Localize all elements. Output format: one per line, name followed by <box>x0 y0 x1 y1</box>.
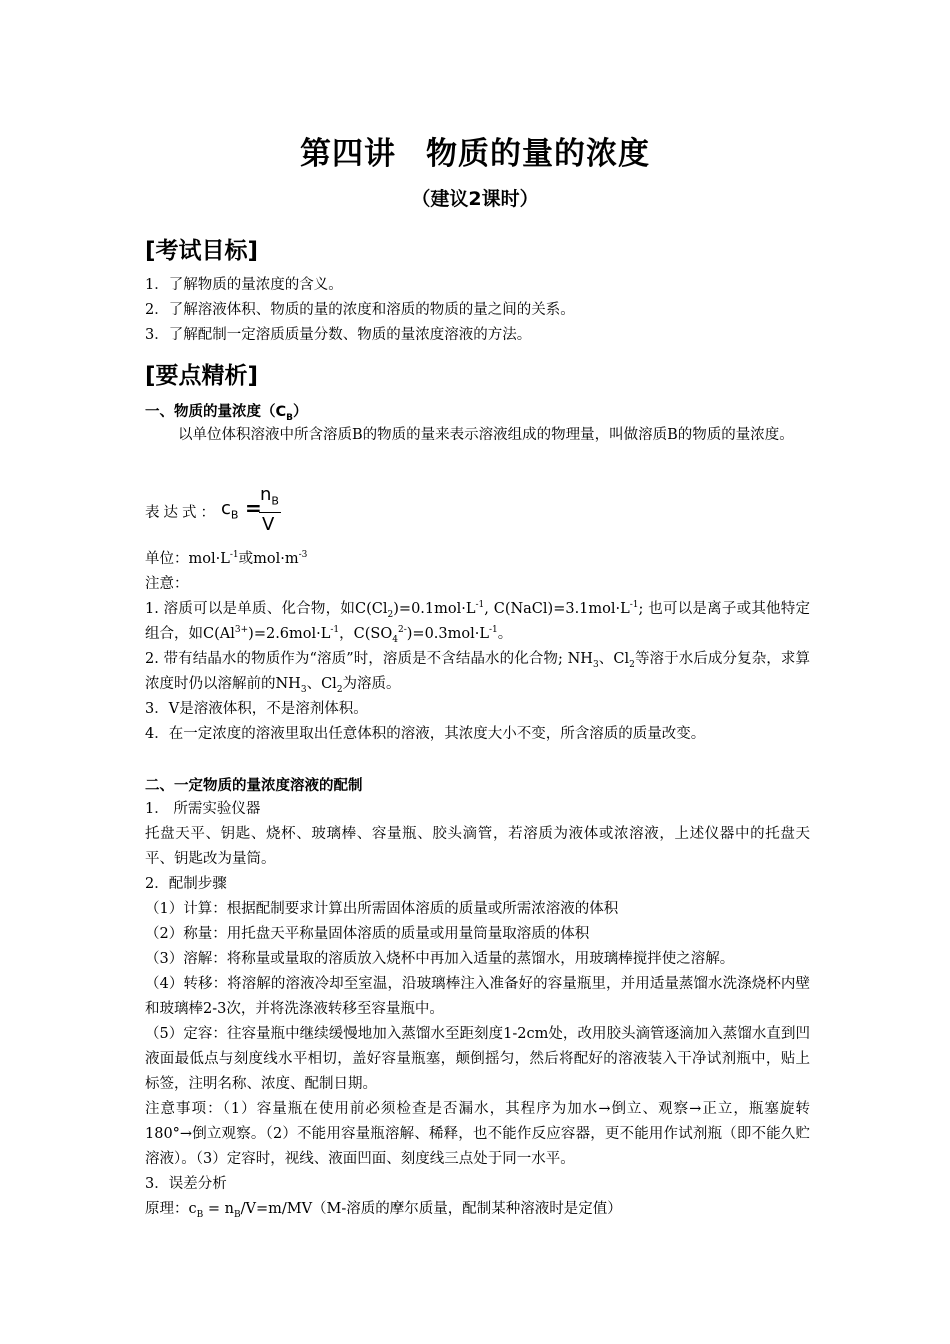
concentration-formula <box>145 484 445 540</box>
note-3: 3．V是溶液体积，不是溶剂体积。 <box>145 701 368 717</box>
goals-list <box>145 273 810 348</box>
step-weigh: （2）称量：用托盘天平称量固体溶质的质量或用量筒量取溶质的体积 <box>145 926 590 942</box>
formula-equals: = <box>245 496 262 520</box>
note-2: 2. 带有结晶水的物质作为“溶质”时，溶质是不含结晶水的化合物; $NH_3$、$Cl_2$等溶于水后成分复杂，求算浓度时仍以溶解前的$NH_3$、$Cl_2$为溶质。 <box>145 651 811 695</box>
goals-heading: [考试目标] <box>145 238 259 264</box>
step-constant-volume: （5）定容：往容量瓶中继续缓慢地加入蒸馏水至距刻度1-2cm处，改用胶头滴管逐滴加入蒸馏水直到凹液面最低点与刻度线水平相切，盖好容量瓶塞，颠倒摇匀，然后将配好的溶液装入干净试剂瓶中，贴上标签，注明名称、浓度、配制日期。 <box>145 1026 810 1092</box>
fraction-bar <box>259 512 281 513</box>
page-subtitle: （建议2课时） <box>411 188 539 210</box>
precautions: 注意事项：（1）容量瓶在使用前必须检查是否漏水，其程序为加水→倒立、观察→正立，瓶塞旋转180°→倒立观察。（2）不能用容量瓶溶解、稀释，也不能作反应容器，更不能用作试剂瓶（即不能久贮溶液）。（3）定容时，视线、液面凹面、刻度线三点处于同一水平。 <box>145 1101 810 1167</box>
goal-item: 2．了解溶液体积、物质的量的浓度和溶质的物质的量之间的关系。 <box>145 302 575 318</box>
title-lecture-number: 第四讲 <box>300 136 396 172</box>
title-topic: 物质的量的浓度 <box>426 136 650 172</box>
step-calculate: （1）计算：根据配制要求计算出所需固体溶质的质量或所需浓溶液的体积 <box>145 901 619 917</box>
part1-heading: 一、物质的量浓度$(C_B)$ <box>145 404 308 423</box>
instruments-text: 托盘天平、钥匙、烧杯、玻璃棒、容量瓶、胶头滴管，若溶质为液体或浓溶液，上述仪器中的托盘天平、钥匙改为量筒。 <box>145 826 810 867</box>
formula-numerator: $n_B$ <box>260 484 279 508</box>
unit-line: 单位：$mol\cdot L^{-1}$或$mol\cdot m^{-3}$ <box>145 550 308 567</box>
goal-item: 1．了解物质的量浓度的含义。 <box>145 277 343 293</box>
step-dissolve: （3）溶解：将称量或量取的溶质放入烧杯中再加入适量的蒸馏水，用玻璃棒搅拌使之溶解。 <box>145 951 735 967</box>
notes-label: 注意： <box>145 576 189 592</box>
formula-label: 表达式： <box>145 505 219 521</box>
step-transfer: （4）转移：将溶解的溶液冷却至室温，沿玻璃棒注入准备好的容量瓶里，并用适量蒸馏水洗涤烧杯内壁和玻璃棒2-3次，并将洗涤液转移至容量瓶中。 <box>145 976 810 1017</box>
points-heading: [要点精析] <box>145 363 259 389</box>
note-1: 1. 溶质可以是单质、化合物，如$C(Cl_2)=0.1mol\cdot L^{-1}$, $C(NaCl)=3.1mol\cdot L^{-1}$; 也可以是离子或其他特定组合，如$C(Al^{3+})=2.6mol\cdot L^{-1}$，$C(SO_4^{2-})=0.3mol\cdot L^{-1}$。 <box>145 600 810 645</box>
instruments-item: 1． 所需实验仪器 <box>145 801 261 817</box>
error-analysis-item: 3．误差分析 <box>145 1176 227 1192</box>
formula-lhs: $c_B$ <box>221 498 239 522</box>
page-title <box>0 128 950 173</box>
goal-item: 3．了解配制一定溶质质量分数、物质的量浓度溶液的方法。 <box>145 327 532 343</box>
principle-line: 原理：$c_B = n_B/V=m/MV(M-$溶质的摩尔质量，配制某种溶液时是定值） <box>145 1201 622 1220</box>
formula-denominator: V <box>262 514 275 535</box>
note-4: 4．在一定浓度的溶液里取出任意体积的溶液，其浓度大小不变，所含溶质的质量改变。 <box>145 726 706 742</box>
definition-paragraph: 以单位体积溶液中所含溶质B的物质的量来表示溶液组成的物理量，叫做溶质B的物质的量浓度。 <box>178 427 794 443</box>
part2-heading: 二、一定物质的量浓度溶液的配制 <box>145 778 363 794</box>
steps-item: 2．配制步骤 <box>145 876 227 892</box>
